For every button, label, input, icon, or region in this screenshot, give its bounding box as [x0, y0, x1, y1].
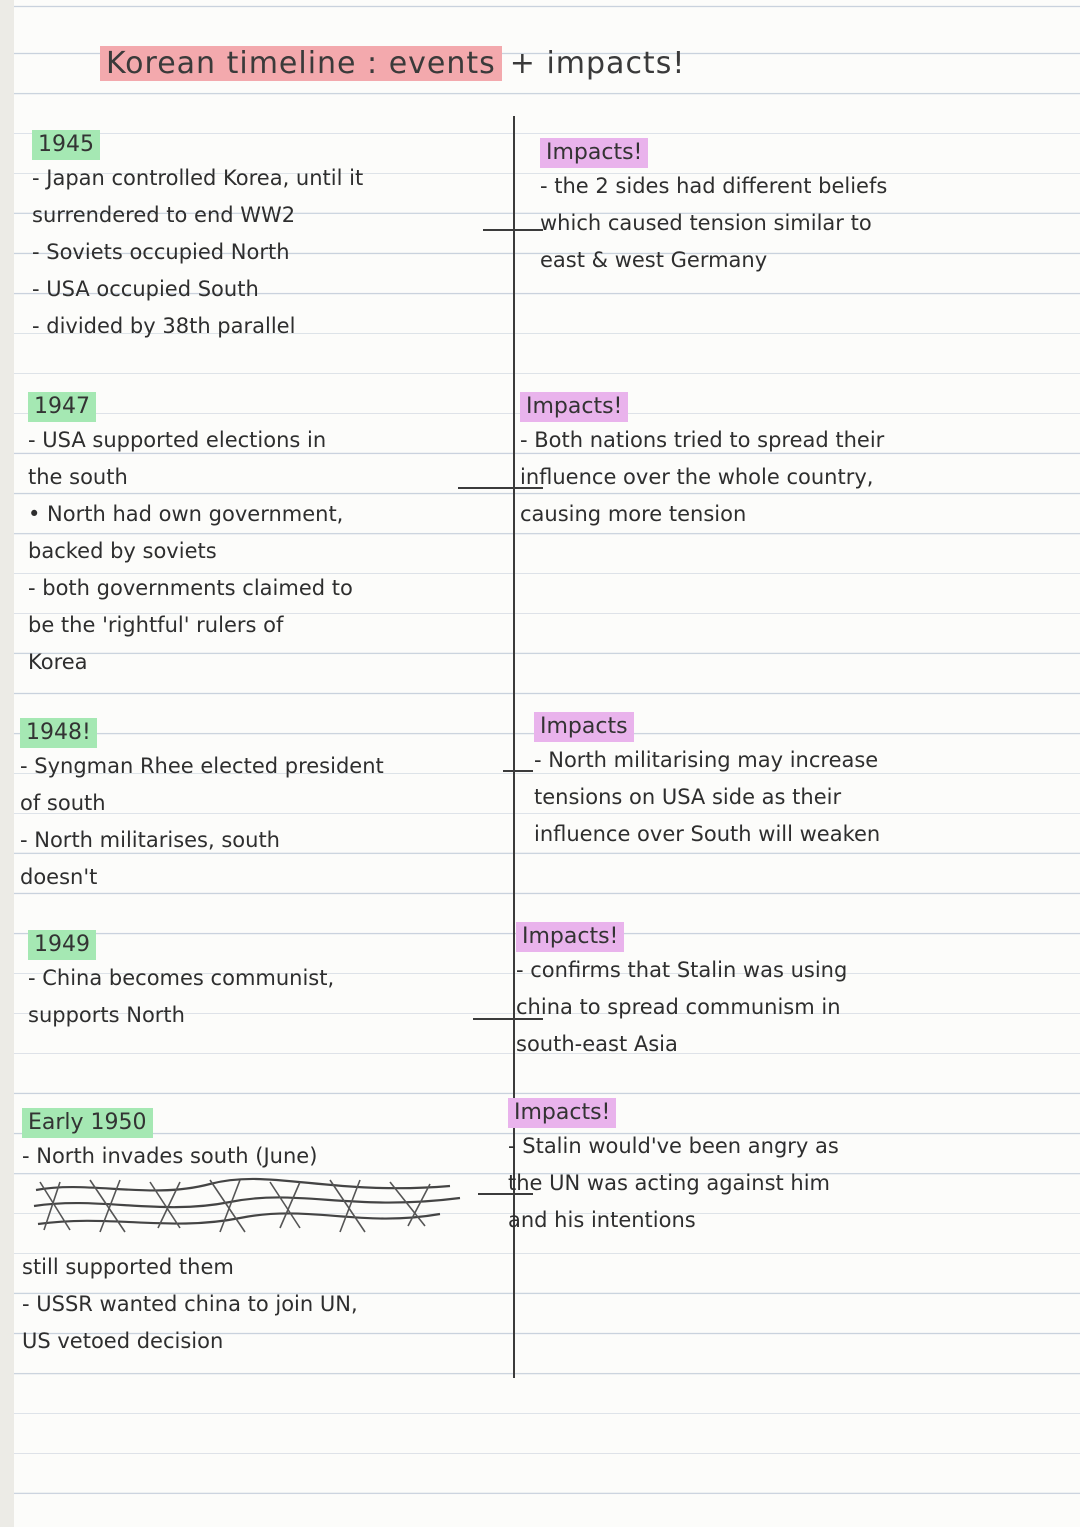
impact-heading: Impacts! [516, 922, 624, 952]
impact-line: south-east Asia [516, 1032, 678, 1056]
event-line: doesn't [20, 865, 98, 889]
event-line: - divided by 38th parallel [32, 314, 296, 338]
event-line: - USSR wanted china to join UN, [22, 1292, 358, 1316]
timeline-tick-1948 [503, 770, 533, 772]
event-line: - both governments claimed to [28, 576, 353, 600]
event-line: supports North [28, 1003, 185, 1027]
event-line: - USA occupied South [32, 277, 259, 301]
impact-heading: Impacts [534, 712, 634, 742]
impact-line: - North militarising may increase [534, 748, 879, 772]
page-title [100, 46, 685, 81]
event-line: • North had own government, [28, 502, 344, 526]
impact-line: influence over South will weaken [534, 822, 881, 846]
crossed-out-scribble [30, 1176, 470, 1238]
event-year: 1949 [28, 930, 96, 960]
event-1949 [28, 930, 334, 1034]
event-line: surrendered to end WW2 [32, 203, 296, 227]
event-line: - Soviets occupied North [32, 240, 290, 264]
event-line: backed by soviets [28, 539, 217, 563]
event-year: Early 1950 [22, 1108, 153, 1138]
event-line: still supported them [22, 1255, 234, 1279]
event-line: - Syngman Rhee elected president [20, 754, 384, 778]
event-line: - China becomes communist, [28, 966, 335, 990]
impact-line: influence over the whole country, [520, 465, 874, 489]
event-line: US vetoed decision [22, 1329, 224, 1353]
impact-1949 [516, 922, 847, 1063]
impact-line: tensions on USA side as their [534, 785, 842, 809]
page-margin-strip [0, 0, 14, 1527]
event-year: 1947 [28, 392, 96, 422]
impact-heading: Impacts! [540, 138, 648, 168]
title-sub: + impacts! [509, 46, 686, 81]
impact-line: causing more tension [520, 502, 747, 526]
event-line: - Japan controlled Korea, until it [32, 166, 364, 190]
impact-1948 [534, 712, 880, 853]
event-year: 1945 [32, 130, 100, 160]
impact-line: - Stalin would've been angry as [508, 1134, 839, 1158]
impact-1950 [508, 1098, 839, 1239]
impact-1947 [520, 392, 884, 533]
event-line: be the 'rightful' rulers of [28, 613, 284, 637]
event-line: Korea [28, 650, 88, 674]
event-line: - USA supported elections in [28, 428, 327, 452]
event-line: of south [20, 791, 106, 815]
event-year: 1948! [20, 718, 97, 748]
impact-line: - Both nations tried to spread their [520, 428, 885, 452]
event-line: - North militarises, south [20, 828, 280, 852]
impact-line: east & west Germany [540, 248, 768, 272]
event-line: the south [28, 465, 128, 489]
impact-line: and his intentions [508, 1208, 696, 1232]
event-1945 [32, 130, 363, 345]
impact-line: china to spread communism in [516, 995, 841, 1019]
event-1947 [28, 392, 353, 681]
impact-line: the UN was acting against him [508, 1171, 831, 1195]
event-line: - North invades south (June) [22, 1144, 318, 1168]
timeline-tick-1945 [483, 229, 543, 231]
impact-line: - confirms that Stalin was using [516, 958, 848, 982]
impact-line: which caused tension similar to [540, 211, 872, 235]
impact-1945 [540, 138, 887, 279]
impact-heading: Impacts! [508, 1098, 616, 1128]
title-main: Korean timeline : events [100, 46, 502, 81]
impact-line: - the 2 sides had different beliefs [540, 174, 888, 198]
event-1948 [20, 718, 384, 896]
impact-heading: Impacts! [520, 392, 628, 422]
